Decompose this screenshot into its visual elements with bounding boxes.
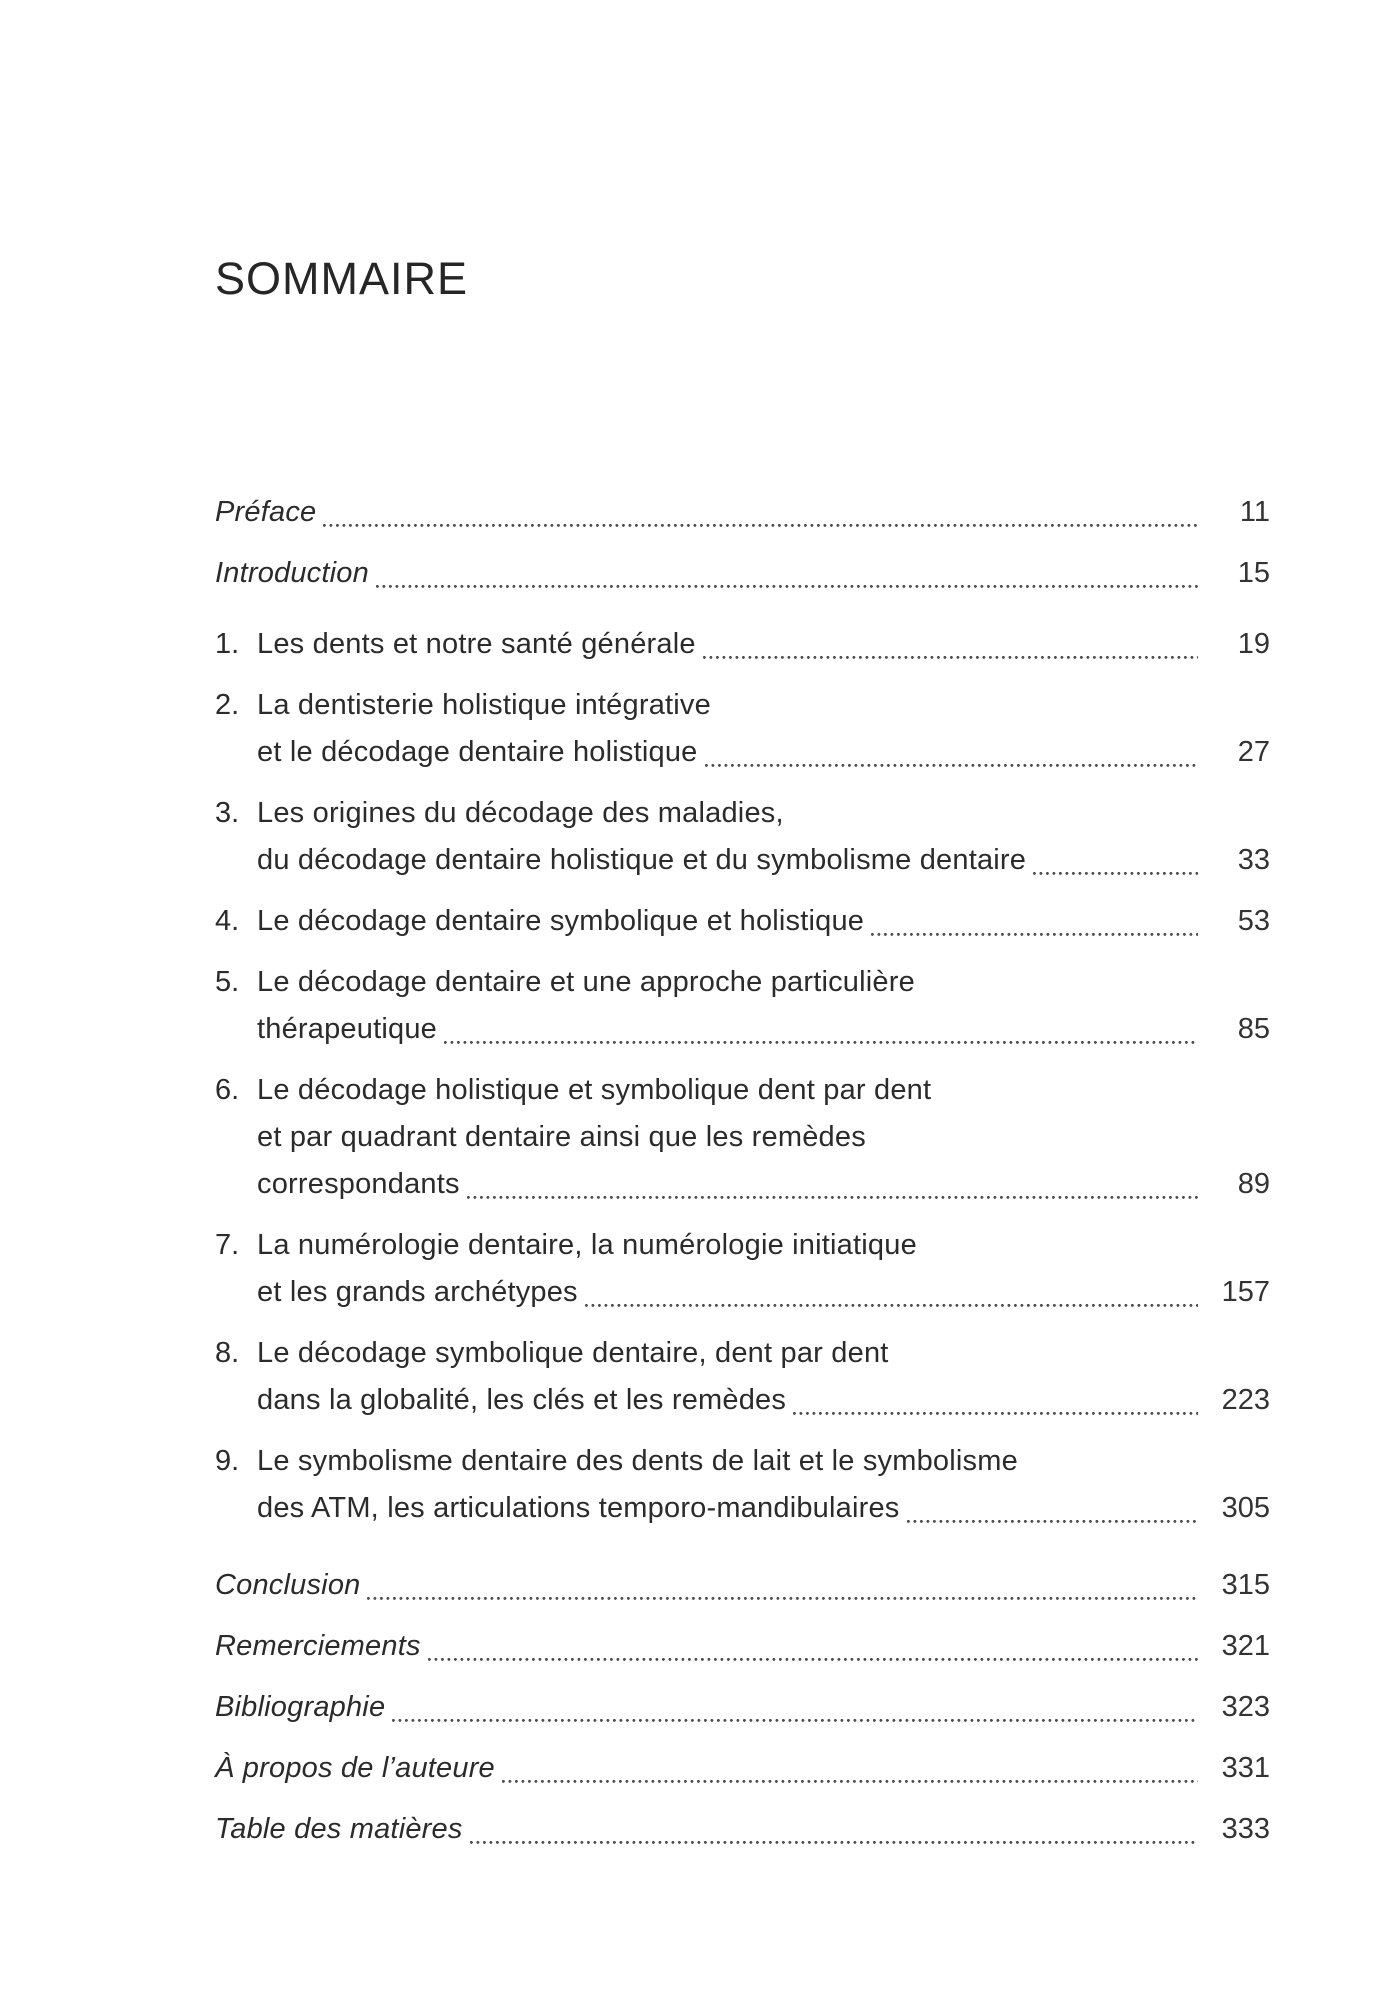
dot-leader — [502, 1780, 1198, 1783]
toc-page-number: 331 — [1221, 1752, 1270, 1784]
toc-entry-number: 6. — [215, 1074, 240, 1106]
toc-entry — [215, 1806, 1270, 1853]
toc-entry-number: 1. — [215, 628, 240, 660]
dot-leader — [793, 1412, 1198, 1415]
toc-entry-title: Le décodage symbolique dentaire, dent par dent — [257, 1337, 889, 1369]
toc-entry-title: Introduction — [215, 557, 369, 589]
toc-entry-title: Conclusion — [215, 1569, 361, 1601]
toc-entry-title: La dentisterie holistique intégrative — [257, 689, 711, 721]
dot-leader — [392, 1719, 1198, 1722]
toc-entry-title: du décodage dentaire holistique et du symbolisme dentaire — [257, 844, 1027, 876]
toc-entry-number: 9. — [215, 1445, 240, 1477]
toc-page-number: 321 — [1221, 1630, 1270, 1662]
toc-line — [215, 1161, 1270, 1208]
toc-page-number: 315 — [1221, 1569, 1270, 1601]
toc-entry-number: 2. — [215, 689, 240, 721]
toc-page-number: 53 — [1237, 905, 1270, 937]
toc-entry — [215, 1684, 1270, 1731]
toc-entry — [215, 790, 1270, 884]
toc-line — [215, 489, 1270, 536]
toc-page-number: 89 — [1237, 1168, 1270, 1200]
dot-leader — [907, 1520, 1198, 1523]
dot-leader — [470, 1841, 1198, 1844]
toc-page-number: 323 — [1221, 1691, 1270, 1723]
toc-line — [215, 1806, 1270, 1853]
toc-entry — [215, 1330, 1270, 1424]
toc-entry — [215, 1745, 1270, 1792]
toc-entry-number: 7. — [215, 1229, 240, 1261]
toc-entry-title: Table des matières — [215, 1813, 463, 1845]
toc-entry-title: Préface — [215, 496, 317, 528]
toc-entry-title: et par quadrant dentaire ainsi que les remèdes — [257, 1121, 866, 1153]
toc-entry-title: Les dents et notre santé générale — [257, 628, 696, 660]
toc-line — [215, 682, 1270, 729]
dot-leader — [467, 1196, 1198, 1199]
toc-line — [215, 1330, 1270, 1377]
toc-page-number: 27 — [1237, 736, 1270, 768]
toc-line — [215, 621, 1270, 668]
toc-entry-title: thérapeutique — [257, 1013, 437, 1045]
toc-line — [215, 1067, 1270, 1114]
toc-line — [215, 1684, 1270, 1731]
toc-entry — [215, 550, 1270, 597]
toc-entry-title: Le symbolisme dentaire des dents de lait et le symbolisme — [257, 1445, 1018, 1477]
toc-line — [215, 1562, 1270, 1609]
toc-page-number: 305 — [1221, 1492, 1270, 1524]
toc-line — [215, 959, 1270, 1006]
dot-leader — [367, 1597, 1198, 1600]
toc-page-number: 223 — [1221, 1384, 1270, 1416]
toc-page-number: 33 — [1237, 844, 1270, 876]
toc-entry-title: et le décodage dentaire holistique — [257, 736, 698, 768]
toc-line — [215, 1745, 1270, 1792]
toc-line — [215, 729, 1270, 776]
toc-entry — [215, 959, 1270, 1053]
dot-leader — [705, 764, 1198, 767]
toc-page-number: 333 — [1221, 1813, 1270, 1845]
toc-entry — [215, 1222, 1270, 1316]
toc-entry-title: des ATM, les articulations temporo-mandibulaires — [257, 1492, 900, 1524]
toc-line — [215, 1623, 1270, 1670]
toc-page-number: 15 — [1237, 557, 1270, 589]
toc-line — [215, 1006, 1270, 1053]
toc-entry-title: À propos de l’auteure — [215, 1752, 495, 1784]
toc-line — [215, 837, 1270, 884]
toc-entry-title: dans la globalité, les clés et les remèdes — [257, 1384, 787, 1416]
toc-entry-title: Le décodage holistique et symbolique dent par dent — [257, 1074, 932, 1106]
toc-entry-number: 4. — [215, 905, 240, 937]
toc-entry-title: Le décodage dentaire et une approche particulière — [257, 966, 915, 998]
toc-line — [215, 1222, 1270, 1269]
toc-line — [215, 1485, 1270, 1532]
toc-entry — [215, 1562, 1270, 1609]
toc-line — [215, 790, 1270, 837]
toc-entry-title: Le décodage dentaire symbolique et holistique — [257, 905, 865, 937]
page-title: SOMMAIRE — [215, 253, 469, 304]
toc-entry-title: Bibliographie — [215, 1691, 386, 1723]
dot-leader — [585, 1304, 1198, 1307]
toc-entry — [215, 682, 1270, 776]
toc-line — [215, 898, 1270, 945]
toc-line — [215, 1377, 1270, 1424]
toc-page-number: 157 — [1221, 1276, 1270, 1308]
toc-entry-title: Les origines du décodage des maladies, — [257, 797, 784, 829]
toc-line — [215, 1438, 1270, 1485]
toc-page-number: 11 — [1239, 496, 1270, 528]
toc-entry — [215, 621, 1270, 668]
toc-list — [215, 489, 1270, 1853]
dot-leader — [1033, 872, 1198, 875]
toc-entry — [215, 898, 1270, 945]
toc-entry-title: et les grands archétypes — [257, 1276, 578, 1308]
toc-entry-title: correspondants — [257, 1168, 460, 1200]
toc-entry — [215, 1067, 1270, 1208]
dot-leader — [376, 585, 1198, 588]
toc-entry-number: 8. — [215, 1337, 240, 1369]
dot-leader — [428, 1658, 1198, 1661]
toc-line — [215, 550, 1270, 597]
toc-line — [215, 1269, 1270, 1316]
toc-entry — [215, 1623, 1270, 1670]
toc-page-number: 85 — [1237, 1013, 1270, 1045]
toc-entry-title: La numérologie dentaire, la numérologie initiatique — [257, 1229, 917, 1261]
dot-leader — [323, 524, 1198, 527]
toc-entry-number: 3. — [215, 797, 240, 829]
toc-entry — [215, 489, 1270, 536]
toc-line — [215, 1114, 1270, 1161]
toc-entry-number: 5. — [215, 966, 240, 998]
toc-entry — [215, 1438, 1270, 1532]
dot-leader — [871, 933, 1198, 936]
toc-page-number: 19 — [1237, 628, 1270, 660]
toc-entry-title: Remerciements — [215, 1630, 421, 1662]
dot-leader — [444, 1041, 1198, 1044]
dot-leader — [703, 656, 1198, 659]
